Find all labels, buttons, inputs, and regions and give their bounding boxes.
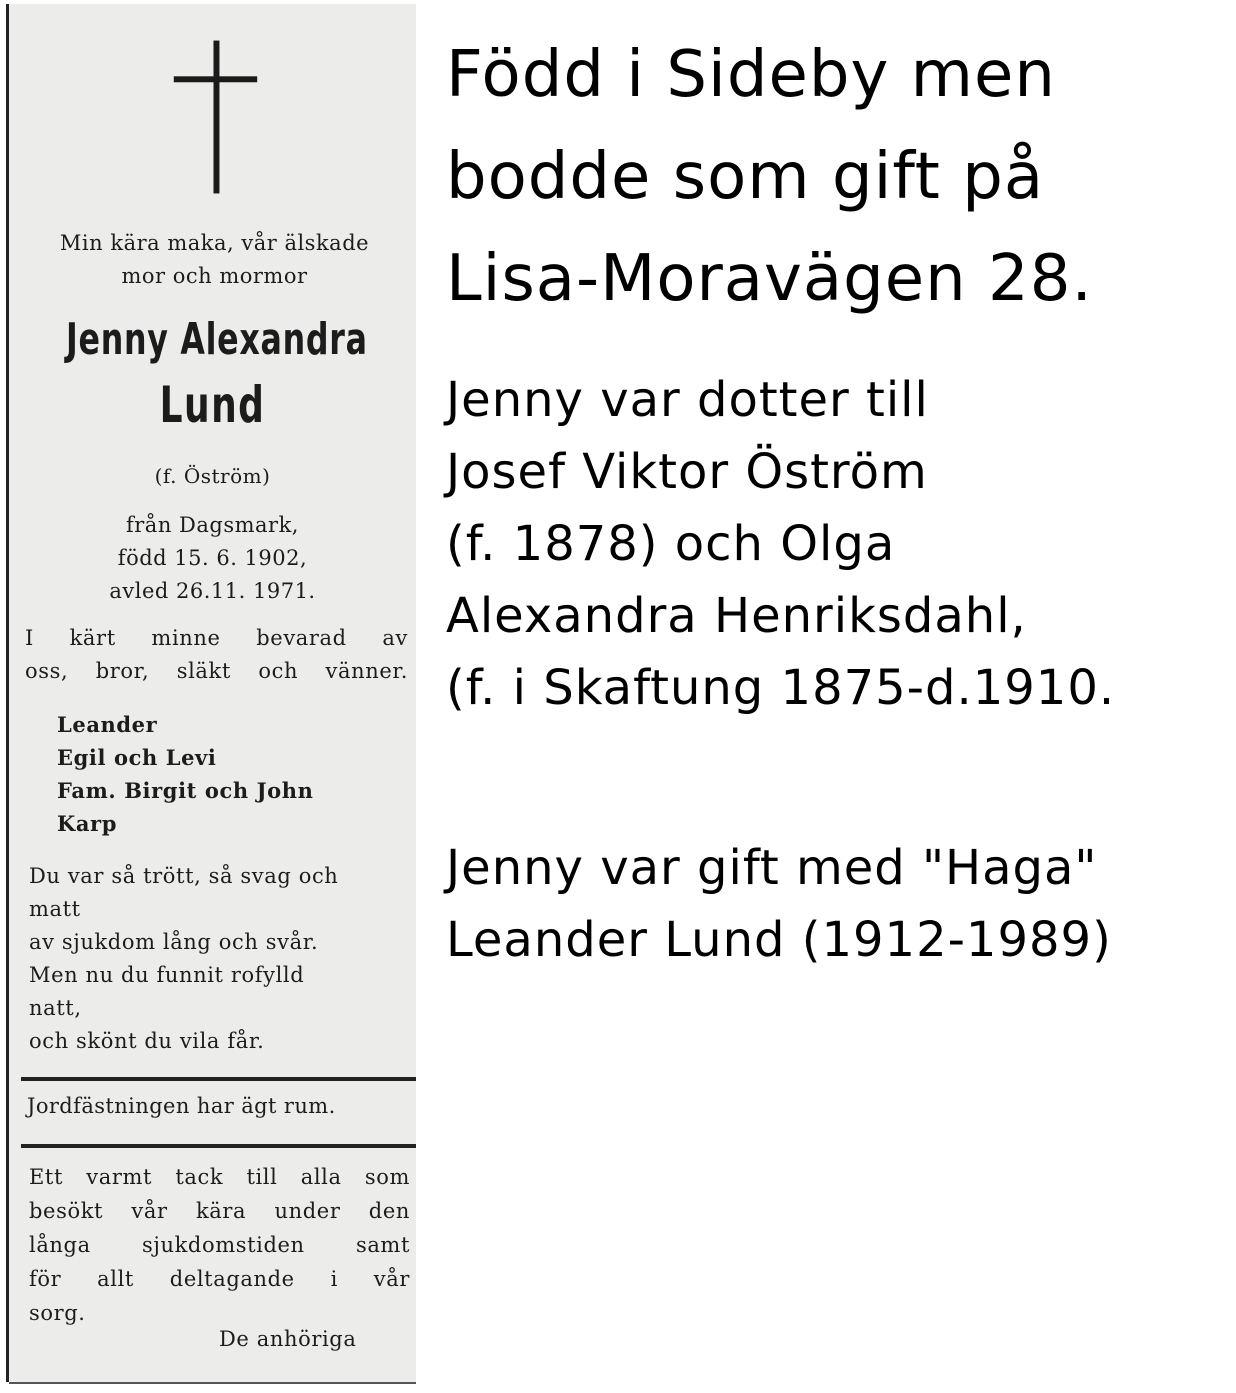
deceased-name-first: Jenny Alexandra xyxy=(65,314,368,365)
life-dates xyxy=(9,509,416,608)
survivor-line: Karp xyxy=(57,811,118,836)
poem-line: och skönt du vila får. xyxy=(29,1029,265,1053)
thanks-line: besökt vår kära under den xyxy=(29,1199,410,1223)
headline-line: Lisa-Moravägen 28. xyxy=(446,242,1093,316)
poem xyxy=(29,860,410,1058)
parents-line: Josef Viktor Öström xyxy=(446,444,928,500)
parents-line: (f. i Skaftung 1875-d.1910. xyxy=(446,660,1116,716)
survivor-line: Fam. Birgit och John xyxy=(57,778,314,803)
headline xyxy=(446,24,1226,330)
burial-notice: Jordfästningen har ägt rum. xyxy=(27,1094,336,1118)
parents-line: Alexandra Henriksdahl, xyxy=(446,588,1027,644)
thanks-line: sorg. xyxy=(29,1301,86,1325)
date-line: från Dagsmark, xyxy=(126,513,299,537)
thanks-line: långa sjukdomstiden samt xyxy=(29,1233,410,1257)
headline-line: Född i Sideby men xyxy=(446,38,1056,112)
thanks-line: Ett varmt tack till alla som xyxy=(29,1165,410,1189)
survivor-line: Egil och Levi xyxy=(57,745,217,770)
poem-line: natt, xyxy=(29,996,82,1020)
maiden-name: (f. Öström) xyxy=(154,464,271,488)
clipping-edge xyxy=(9,1382,416,1384)
intro-line: Min kära maka, vår älskade xyxy=(59,231,370,255)
date-line: född 15. 6. 1902, xyxy=(117,546,308,570)
poem-line: Men nu du funnit rofylld xyxy=(29,963,305,987)
cross-icon xyxy=(9,40,416,196)
poem-line: av sjukdom lång och svår. xyxy=(29,930,319,954)
spouse-line: Jenny var gift med "Haga" xyxy=(446,840,1098,896)
headline-line: bodde som gift på xyxy=(446,140,1045,214)
thanks-text xyxy=(29,1160,410,1330)
divider xyxy=(21,1077,416,1081)
memory-line: I kärt minne bevarad av xyxy=(25,626,408,650)
intro-text xyxy=(23,227,406,293)
survivors-list xyxy=(57,708,406,840)
parents-line: Jenny var dotter till xyxy=(446,372,929,428)
poem-line: matt xyxy=(29,897,81,921)
thanks-line: för allt deltagande i vår xyxy=(29,1267,410,1291)
obituary-clipping xyxy=(6,4,416,1382)
spouse-line: Leander Lund (1912-1989) xyxy=(446,912,1112,968)
deceased-name-last: Lund xyxy=(159,376,266,434)
intro-line: mor och mormor xyxy=(121,264,308,288)
memory-line: oss, bror, släkt och vänner. xyxy=(25,659,408,683)
spouse-text xyxy=(446,832,1236,976)
date-line: avled 26.11. 1971. xyxy=(109,579,316,603)
parents-line: (f. 1878) och Olga xyxy=(446,516,896,572)
poem-line: Du var så trött, så svag och xyxy=(29,864,339,888)
signature: De anhöriga xyxy=(219,1327,357,1351)
memory-text xyxy=(25,622,408,688)
survivor-line: Leander xyxy=(57,712,158,737)
divider xyxy=(21,1144,416,1148)
parents-text xyxy=(446,364,1236,724)
